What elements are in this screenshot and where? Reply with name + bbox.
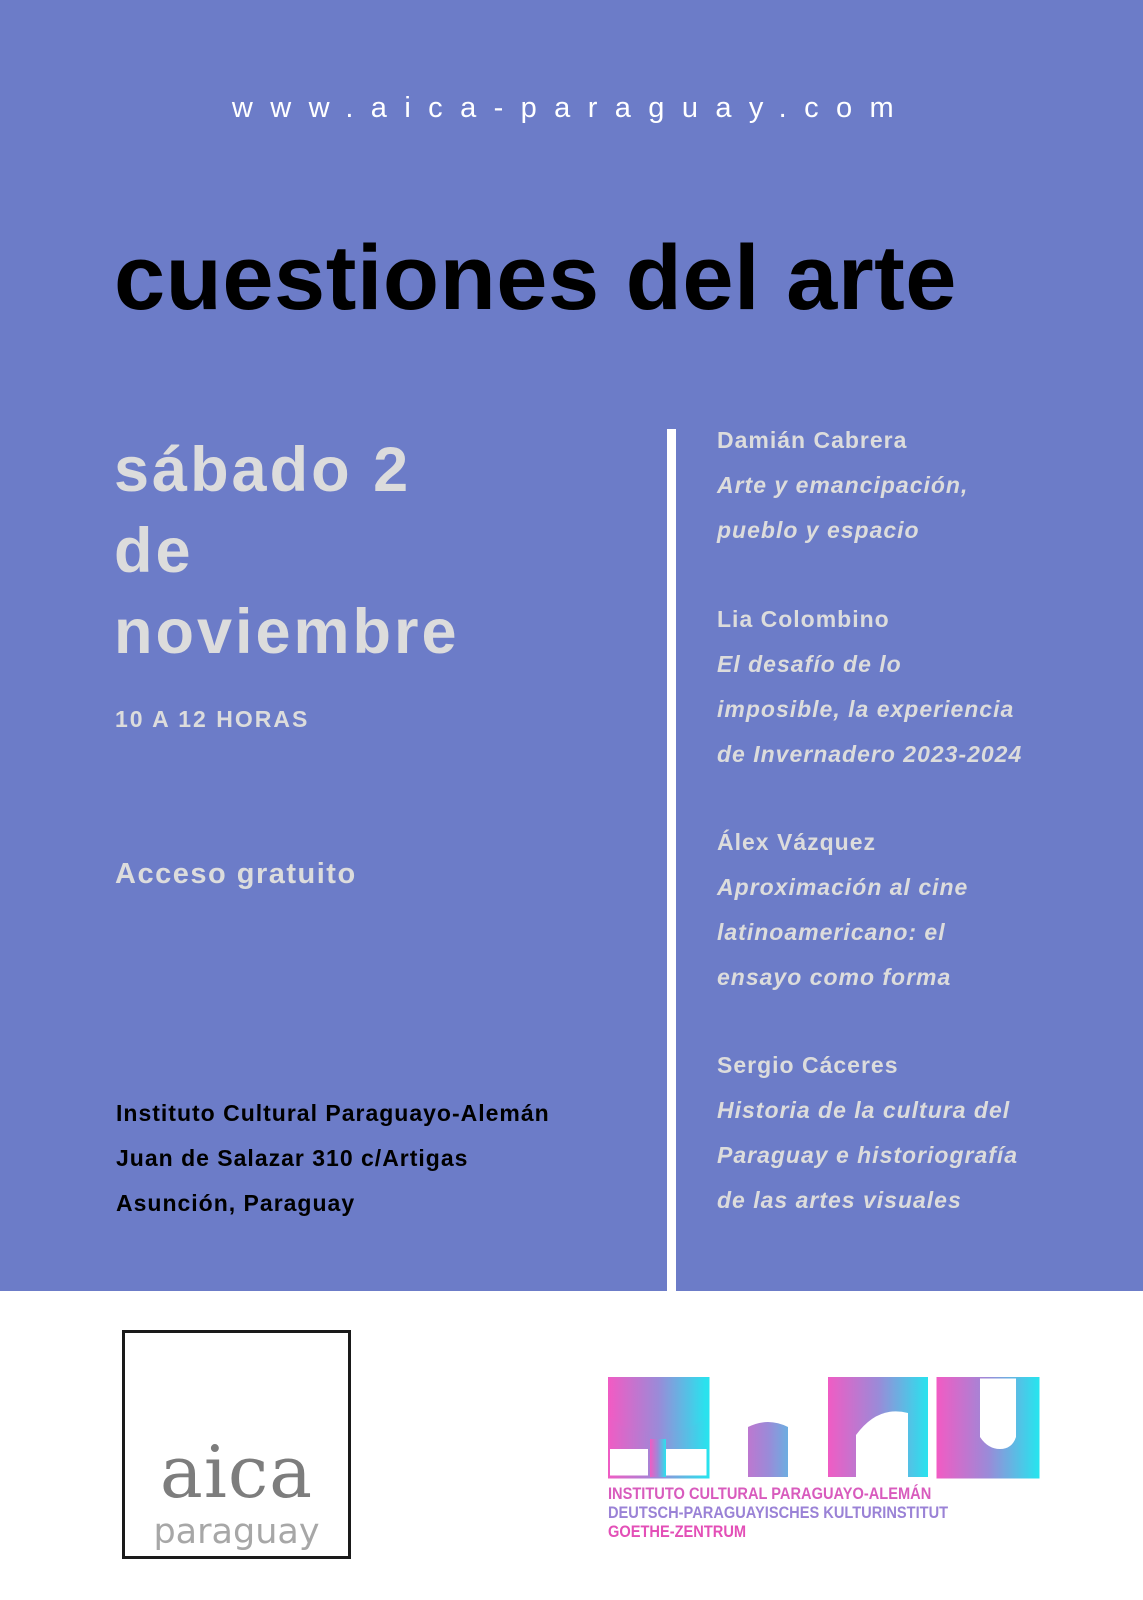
event-date-line: noviembre [114,597,460,667]
talk-title-line: Paraguay e historiografía [717,1142,1019,1168]
aica-logo-main-text: aica [159,1430,314,1514]
talk-title-line: Historia de la cultura del [717,1097,1011,1123]
event-access: Acceso gratuito [115,858,357,890]
talk-title-line: pueblo y espacio [717,517,920,543]
event-venue [116,1091,550,1226]
talk-speaker: Sergio Cáceres [717,1052,899,1078]
event-date [114,430,460,673]
aica-paraguay-logo [122,1330,351,1559]
venue-line: Instituto Cultural Paraguayo-Alemán [116,1100,550,1126]
website-url: www.aica-paraguay.com [231,92,912,124]
icpa-logo-line: DEUTSCH-PARAGUAYISCHES KULTURINSTITUT [608,1503,949,1522]
talk-speaker: Lia Colombino [717,606,890,632]
talk-title-line: imposible, la experiencia [717,696,1015,722]
venue-line: Juan de Salazar 310 c/Artigas [116,1145,469,1171]
talk-item [717,1043,1117,1223]
event-date-line: de [114,516,194,586]
venue-line: Asunción, Paraguay [116,1190,356,1216]
talk-title-line: de las artes visuales [717,1187,962,1213]
talk-title-line: El desafío de lo [717,651,902,677]
talk-title-line: Aproximación al cine [717,874,969,900]
icpa-logo-line: GOETHE-ZENTRUM [608,1522,747,1541]
talk-item [717,597,1117,777]
talk-item [717,820,1117,1000]
talk-title-line: Arte y emancipación, [717,472,969,498]
icpa-logo-line: INSTITUTO CULTURAL PARAGUAYO-ALEMÁN [608,1484,932,1503]
poster-title: cuestiones del arte [114,227,957,329]
aica-logo-sub-text: paraguay [153,1512,320,1552]
talk-speaker: Damián Cabrera [717,427,908,453]
talk-item [717,418,1117,553]
talk-speaker: Álex Vázquez [717,829,876,855]
talk-title-line: ensayo como forma [717,964,952,990]
talk-title-line: de Invernadero 2023-2024 [717,741,1023,767]
icpa-logo-text [608,1484,948,1541]
talk-title-line: latinoamericano: el [717,919,946,945]
column-divider [667,429,676,1291]
event-date-line: sábado 2 [114,435,412,505]
event-hours: 10 A 12 HORAS [115,706,310,732]
